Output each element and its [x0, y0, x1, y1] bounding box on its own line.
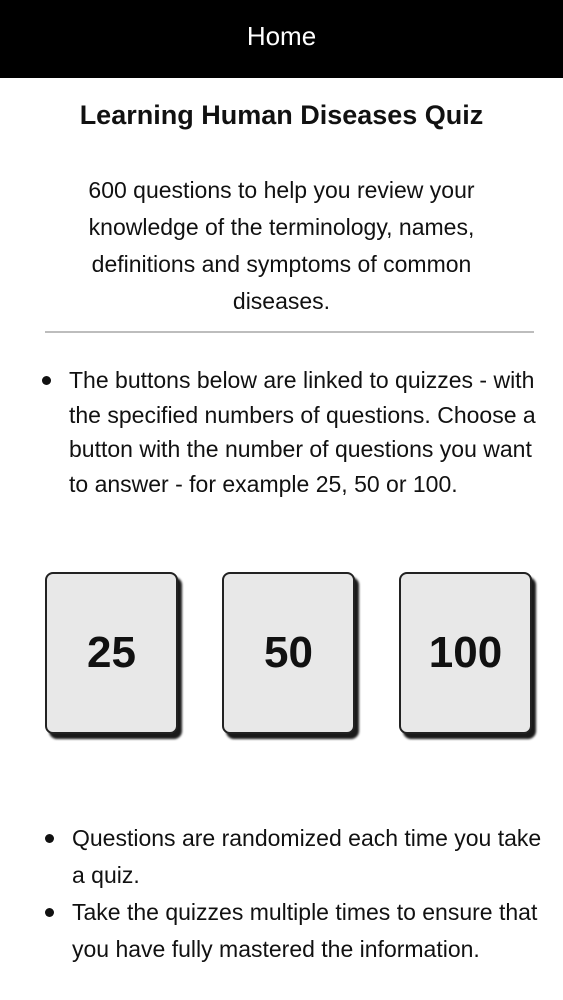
list-item-text: Take the quizzes multiple times to ensure that you have fully mastered the information. [72, 899, 538, 962]
page-title: Learning Human Diseases Quiz [79, 100, 484, 130]
divider [45, 331, 534, 333]
bullet-icon [42, 376, 51, 385]
list-item-text: Questions are randomized each time you take a quiz. [72, 825, 542, 888]
bullet-icon [45, 834, 54, 843]
list-item [42, 363, 542, 501]
tips-list [45, 820, 545, 968]
intro-text: 600 questions to help you review your knowledge of the terminology, names, definitions and symptoms of common diseases. [88, 177, 475, 314]
list-item-text: The buttons below are linked to quizzes - with the specified numbers of questions. Choose a button with the number of questions you want to answer - for example 25, 50 or 100. [69, 367, 536, 497]
quiz-25-button[interactable]: 25 [45, 572, 178, 734]
top-nav-bar [0, 0, 563, 78]
quiz-100-button[interactable]: 100 [399, 572, 532, 734]
bullet-icon [45, 908, 54, 917]
list-item [45, 820, 545, 894]
home-link[interactable]: Home [246, 20, 317, 51]
quiz-50-button[interactable]: 50 [222, 572, 355, 734]
instructions-list [42, 363, 542, 501]
list-item [45, 894, 545, 968]
